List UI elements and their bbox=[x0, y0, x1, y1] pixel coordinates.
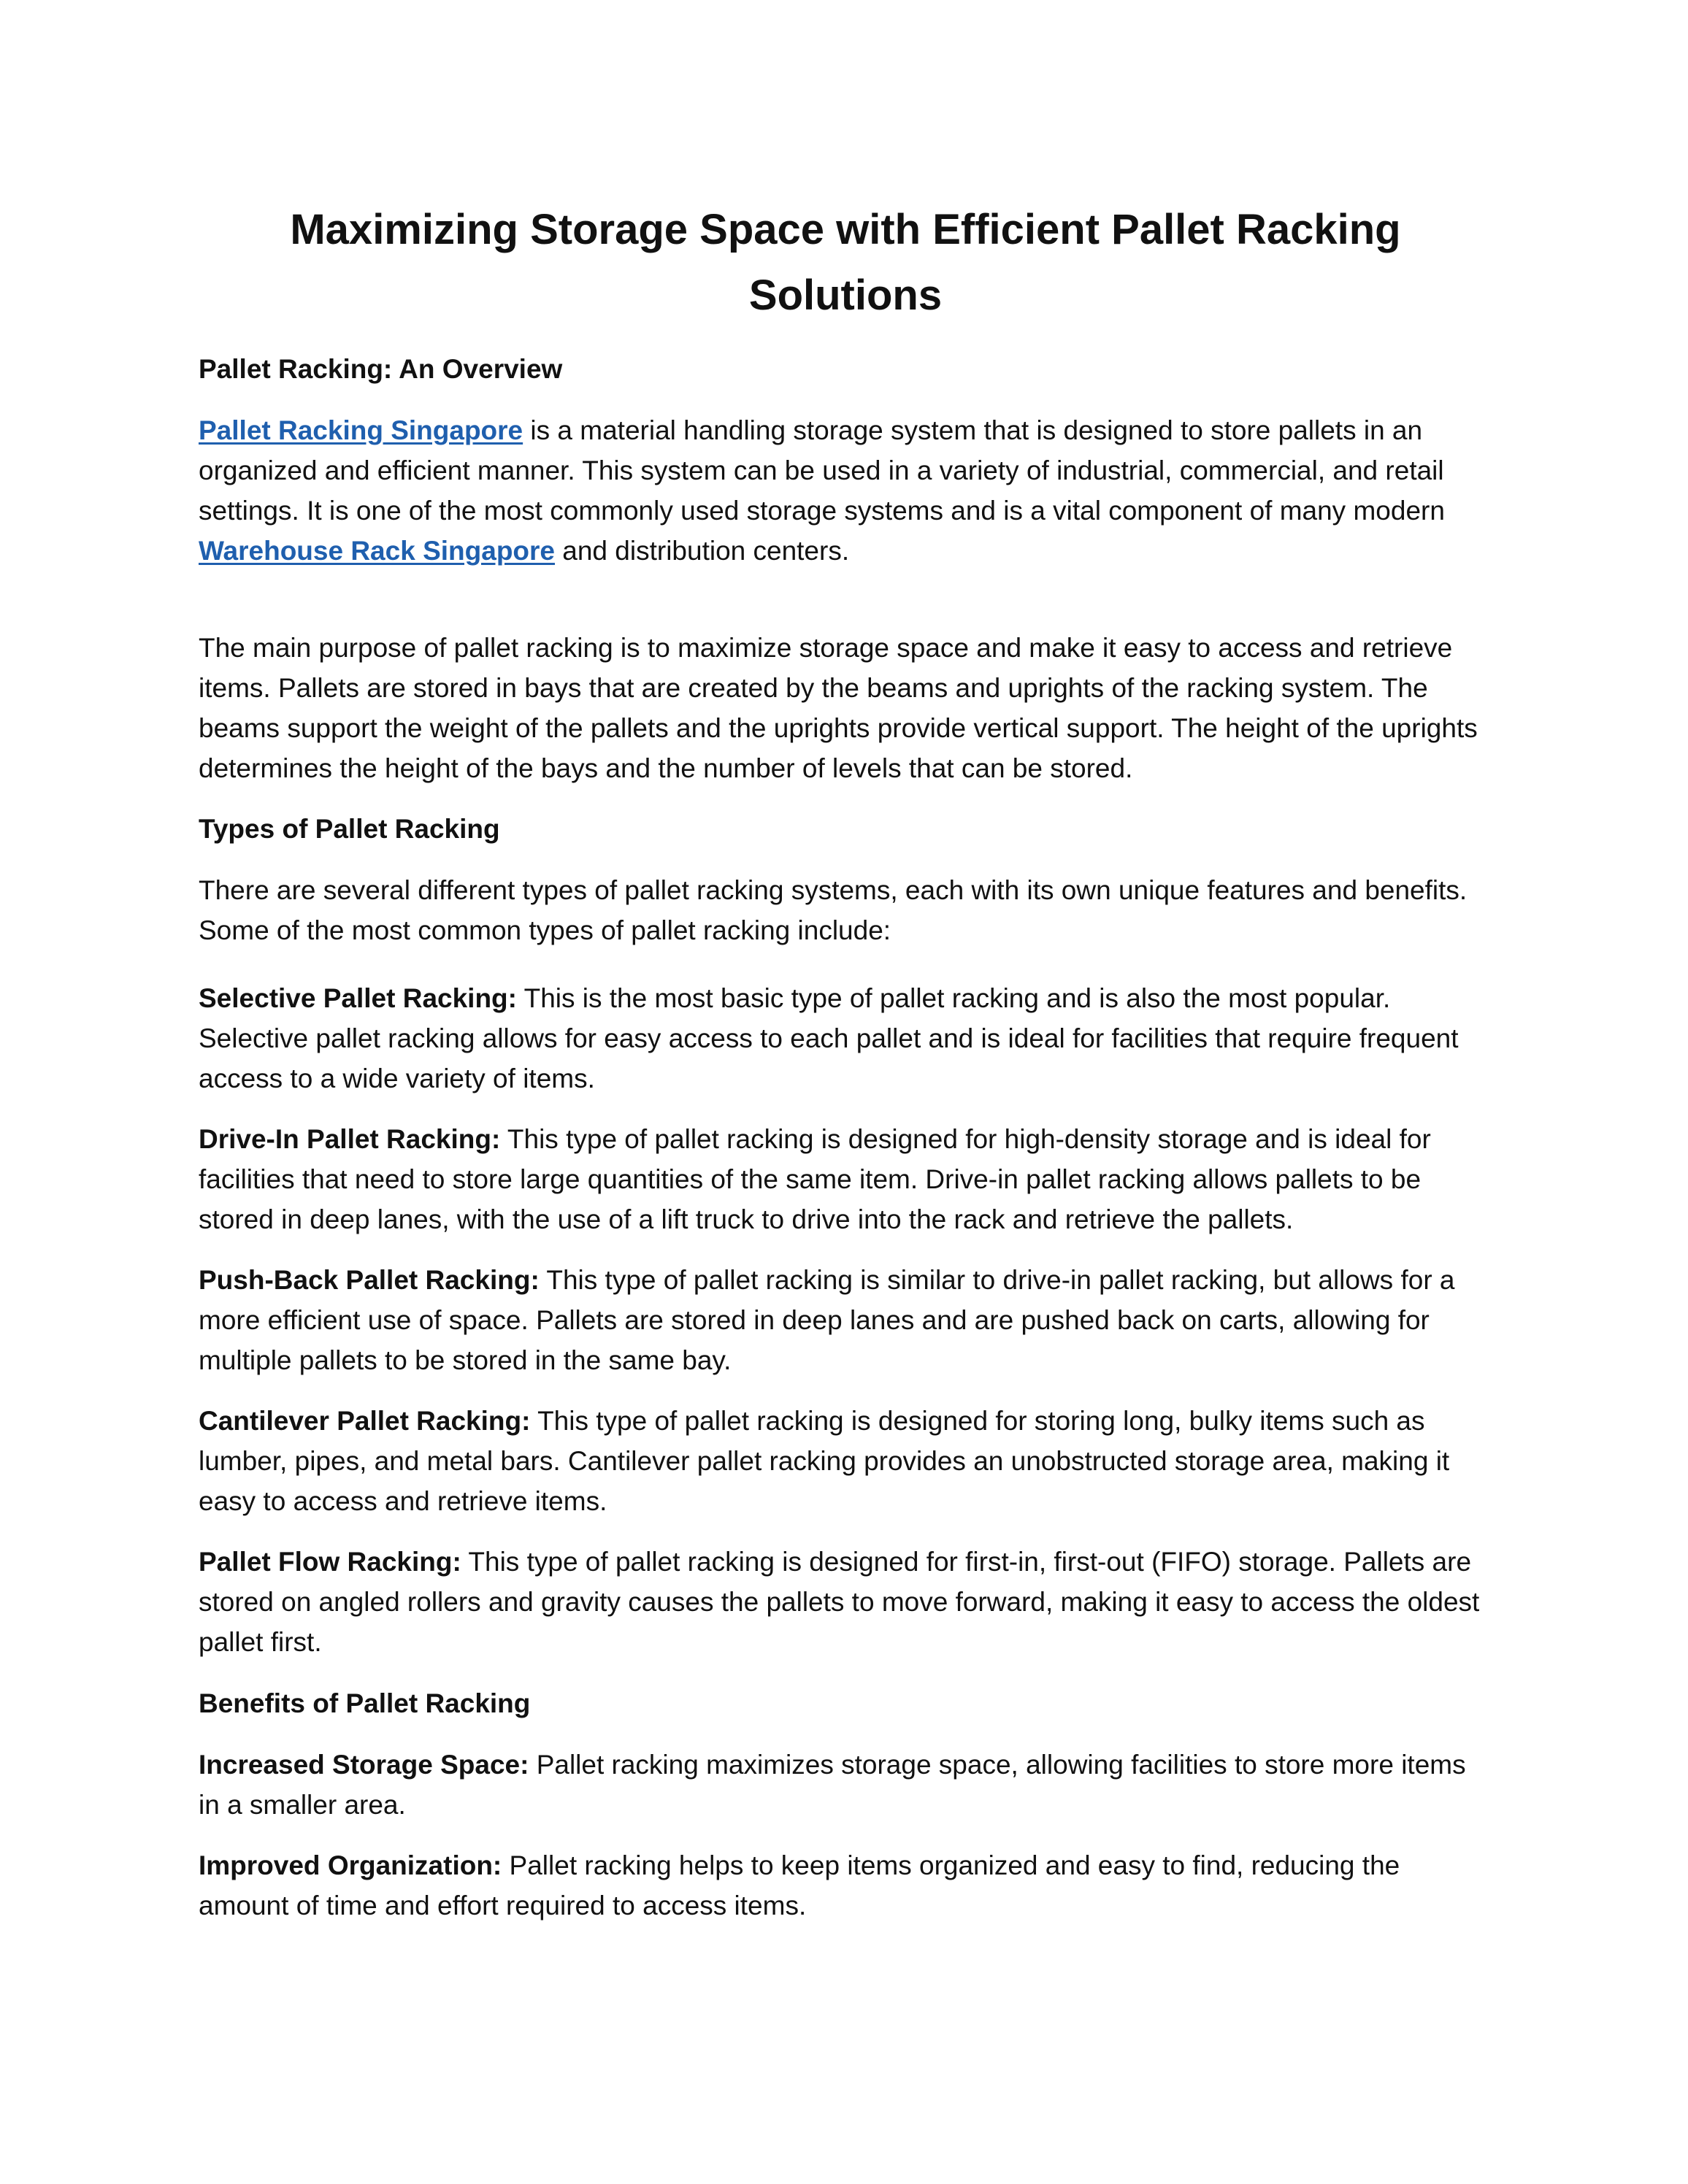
benefit-organization-text: Pallet racking helps to keep items organized and easy to find, reducing the amount of time and effort required to access items. bbox=[199, 1850, 1400, 1920]
type-drive-in-text: This type of pallet racking is designed for high-density storage and is ideal for facilities that need to store large quantities of the same item. Drive-in pallet racking allows pallets to be stored in deep lanes, with the use of a lift truck to drive into the rack and retrieve the pallets. bbox=[199, 1124, 1431, 1234]
benefit-storage-space-label: Increased Storage Space: bbox=[199, 1750, 529, 1780]
benefit-storage-space-paragraph bbox=[199, 1745, 1492, 1825]
document-title: Maximizing Storage Space with Efficient Pallet Racking Solutions bbox=[290, 206, 1401, 319]
types-intro-paragraph: There are several different types of pallet racking systems, each with its own unique features and benefits. Some of the most common types of pallet racking include: bbox=[199, 875, 1468, 945]
overview-heading: Pallet Racking: An Overview bbox=[199, 354, 563, 384]
warehouse-rack-singapore-link[interactable]: Warehouse Rack Singapore bbox=[199, 536, 555, 566]
overview-paragraph-1-text-a: is a material handling storage system that is designed to store pallets in an organized and efficient manner. This system can be used in a variety of industrial, commercial, and retail settings. It is one of the most commonly used storage systems and is a vital component of many modern bbox=[199, 415, 1445, 526]
pallet-racking-singapore-link[interactable]: Pallet Racking Singapore bbox=[199, 415, 523, 445]
type-drive-in-paragraph bbox=[199, 1119, 1492, 1239]
type-push-back-text: This type of pallet racking is similar to drive-in pallet racking, but allows for a more efficient use of space. Pallets are stored in deep lanes and are pushed back on carts, allowing for multiple pallets to be stored in the same bay. bbox=[199, 1265, 1455, 1375]
type-push-back-paragraph bbox=[199, 1260, 1492, 1380]
overview-paragraph-1 bbox=[199, 410, 1492, 571]
type-pallet-flow-paragraph bbox=[199, 1542, 1492, 1662]
type-cantilever-paragraph bbox=[199, 1401, 1492, 1521]
type-selective-paragraph bbox=[199, 978, 1492, 1099]
benefits-heading: Benefits of Pallet Racking bbox=[199, 1688, 531, 1718]
overview-paragraph-2: The main purpose of pallet racking is to maximize storage space and make it easy to access and retrieve items. Pallets are stored in bays that are created by the beams and uprights of the racking system. The beams support the weight of the pallets and the uprights provide vertical support. The height of the uprights determines the height of the bays and the number of levels that can be stored. bbox=[199, 633, 1478, 783]
benefit-storage-space-text: Pallet racking maximizes storage space, allowing facilities to store more items in a smaller area. bbox=[199, 1750, 1466, 1820]
type-push-back-label: Push-Back Pallet Racking: bbox=[199, 1265, 540, 1295]
type-cantilever-label: Cantilever Pallet Racking: bbox=[199, 1406, 531, 1436]
types-heading: Types of Pallet Racking bbox=[199, 814, 500, 844]
benefit-organization-label: Improved Organization: bbox=[199, 1850, 502, 1880]
benefit-organization-paragraph bbox=[199, 1845, 1492, 1926]
type-drive-in-label: Drive-In Pallet Racking: bbox=[199, 1124, 501, 1154]
type-selective-text: This is the most basic type of pallet racking and is also the most popular. Selective pallet racking allows for easy access to each pallet and is ideal for facilities that require frequent access to a wide variety of items. bbox=[199, 983, 1459, 1093]
overview-paragraph-1-text-b: and distribution centers. bbox=[555, 536, 850, 566]
type-selective-label: Selective Pallet Racking: bbox=[199, 983, 517, 1013]
type-pallet-flow-text: This type of pallet racking is designed for first-in, first-out (FIFO) storage. Pallets are stored on angled rollers and gravity causes the pallets to move forward, making it easy to access the oldest pallet first. bbox=[199, 1547, 1480, 1657]
type-pallet-flow-label: Pallet Flow Racking: bbox=[199, 1547, 461, 1577]
type-cantilever-text: This type of pallet racking is designed for storing long, bulky items such as lumber, pipes, and metal bars. Cantilever pallet racking provides an unobstructed storage area, making it easy to access and retrieve items. bbox=[199, 1406, 1450, 1516]
